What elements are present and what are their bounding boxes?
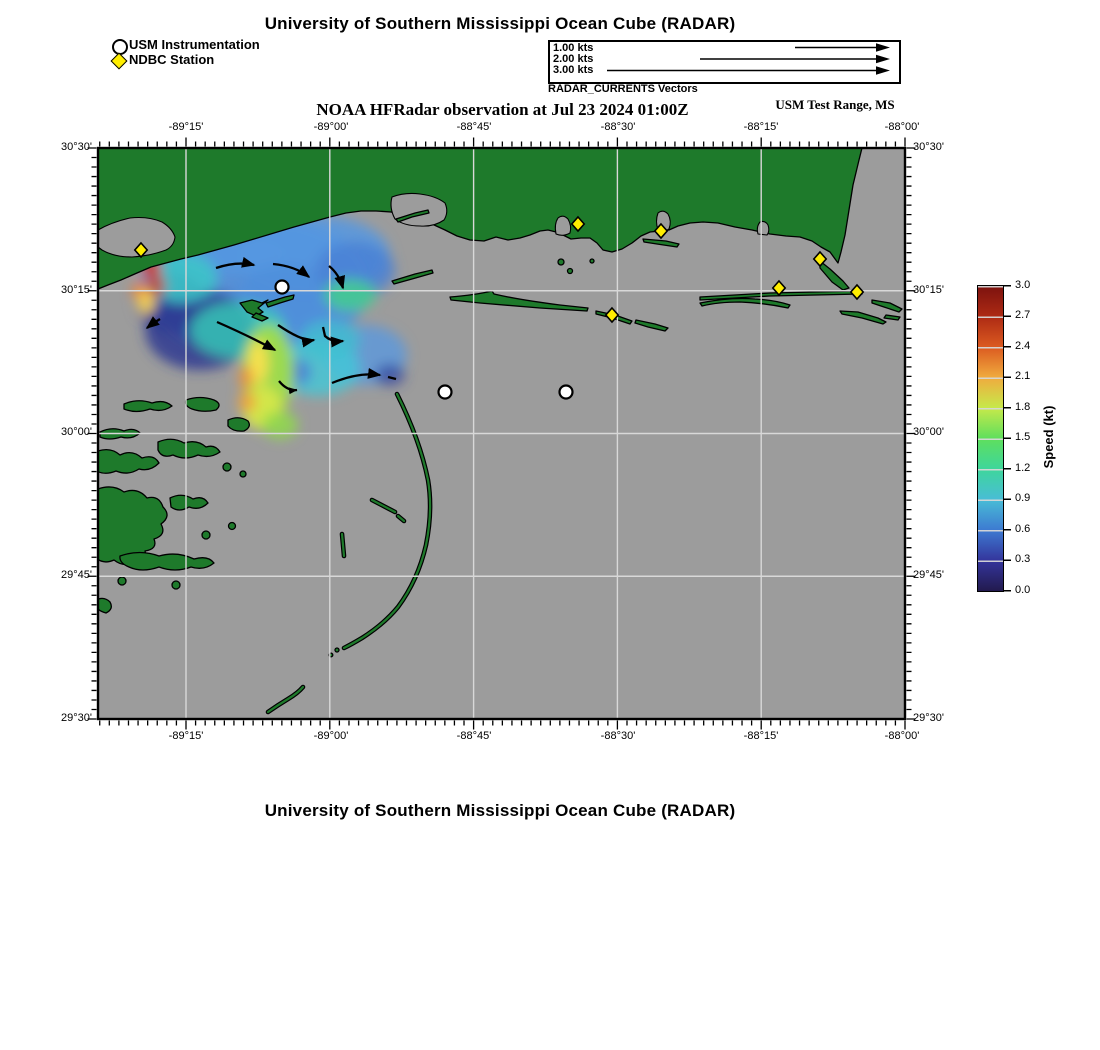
x-axis-label-top: -88°30' bbox=[600, 121, 636, 133]
x-axis-label-bottom: -88°30' bbox=[600, 730, 636, 742]
sound-islet bbox=[558, 259, 564, 265]
colorbar-tick-label: 1.8 bbox=[1015, 401, 1031, 413]
x-axis-label-top: -88°45' bbox=[456, 121, 492, 133]
ndbc-station-label: NDBC Station bbox=[129, 52, 215, 67]
page-title: University of Southern Mississippi Ocean Cube (RADAR) bbox=[264, 14, 736, 33]
vector-scale-arrows bbox=[550, 42, 895, 78]
sound-islet bbox=[568, 269, 573, 274]
y-axis-label-right: 29°45' bbox=[913, 569, 944, 581]
x-axis-label-top: -89°15' bbox=[168, 121, 204, 133]
x-axis-label-bottom: -89°15' bbox=[168, 730, 204, 742]
pascagoula-inlet bbox=[757, 221, 768, 235]
y-axis-label-left: 30°30' bbox=[61, 141, 92, 153]
range-label: USM Test Range, MS bbox=[775, 97, 895, 112]
x-axis-label-bottom: -88°00' bbox=[884, 730, 920, 742]
marsh-islet bbox=[202, 531, 210, 539]
y-axis-label-left: 29°30' bbox=[61, 712, 92, 724]
sound-islet bbox=[590, 259, 594, 263]
vector-scale-2kt-label: 2.00 kts bbox=[553, 53, 594, 65]
vector-scale-3kt-label: 3.00 kts bbox=[553, 64, 594, 76]
colorbar-tick-label: 2.4 bbox=[1015, 340, 1031, 352]
colorbar-tick-label: 0.3 bbox=[1015, 553, 1031, 565]
marsh-islet bbox=[223, 463, 231, 471]
x-axis-label-top: -88°15' bbox=[743, 121, 779, 133]
marsh-islet bbox=[240, 471, 246, 477]
x-axis-label-top: -88°00' bbox=[884, 121, 920, 133]
page-title-bottom: University of Southern Mississippi Ocean Cube (RADAR) bbox=[264, 801, 736, 820]
colorbar-tick-label: 0.6 bbox=[1015, 523, 1031, 535]
y-axis-label-right: 30°00' bbox=[913, 426, 944, 438]
marsh-islet bbox=[229, 523, 236, 530]
marsh bbox=[228, 418, 249, 431]
observation-subtitle: NOAA HFRadar observation at Jul 23 2024 01:00Z bbox=[316, 100, 689, 119]
y-axis-label-left: 29°45' bbox=[61, 569, 92, 581]
marsh-islet bbox=[118, 577, 126, 585]
vector-scale-caption: RADAR_CURRENTS Vectors bbox=[548, 83, 698, 95]
vector-scale-box bbox=[548, 40, 901, 84]
colorbar-tick-label: 0.9 bbox=[1015, 492, 1031, 504]
st-louis-bay bbox=[555, 216, 570, 235]
colorbar-ticks bbox=[1003, 285, 1011, 592]
colorbar-tick-label: 3.0 bbox=[1015, 279, 1031, 291]
x-axis-label-top: -89°00' bbox=[313, 121, 349, 133]
x-axis-label-bottom: -88°45' bbox=[456, 730, 492, 742]
chandeleur-islet bbox=[335, 648, 339, 652]
vector-scale-1kt-label: 1.00 kts bbox=[553, 42, 594, 54]
colorbar-tick-label: 2.1 bbox=[1015, 370, 1031, 382]
colorbar bbox=[977, 285, 1004, 592]
colorbar-axis-label: Speed (kt) bbox=[1041, 405, 1056, 469]
colorbar-tick-label: 2.7 bbox=[1015, 309, 1031, 321]
y-axis-label-left: 30°15' bbox=[61, 284, 92, 296]
marsh-islet bbox=[172, 581, 180, 589]
map-canvas bbox=[83, 133, 925, 739]
ndbc-station-icon bbox=[113, 55, 125, 67]
y-axis-label-left: 30°00' bbox=[61, 426, 92, 438]
y-axis-label-right: 30°15' bbox=[913, 284, 944, 296]
colorbar-tick-label: 1.5 bbox=[1015, 431, 1031, 443]
marsh bbox=[124, 401, 172, 412]
colorbar-tick-label: 0.0 bbox=[1015, 584, 1031, 596]
usm-instrumentation-label: USM Instrumentation bbox=[129, 37, 260, 52]
y-axis-label-right: 29°30' bbox=[913, 712, 944, 724]
y-axis-label-right: 30°30' bbox=[913, 141, 944, 153]
x-axis-label-bottom: -88°15' bbox=[743, 730, 779, 742]
colorbar-tick-label: 1.2 bbox=[1015, 462, 1031, 474]
x-axis-label-bottom: -89°00' bbox=[313, 730, 349, 742]
